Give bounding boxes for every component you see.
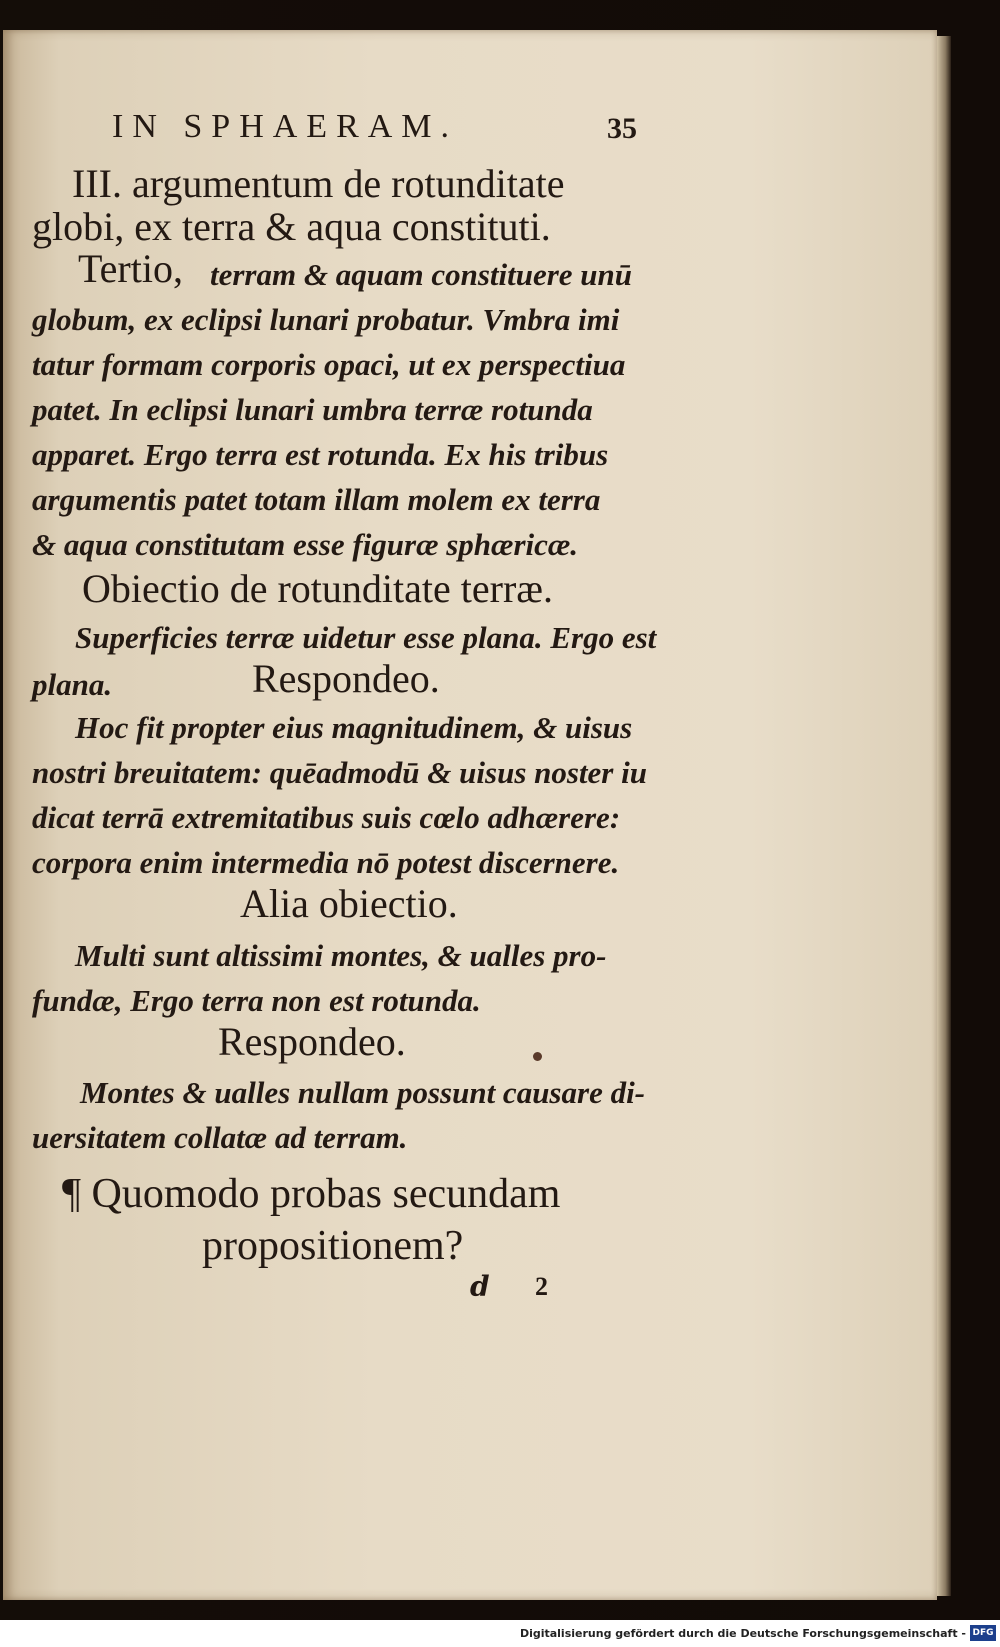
body-line: terram & aquam constituere unū: [210, 257, 633, 292]
objection-body-line: plana.: [32, 667, 113, 702]
body-line: globum, ex eclipsi lunari probatur. Vmbra imi: [32, 302, 620, 337]
ink-spot: [533, 1052, 542, 1061]
question-heading-line-2: propositionem?: [202, 1223, 464, 1269]
page-edge: [937, 36, 951, 1596]
footer-credit: Digitalisierung gefördert durch die Deutsche Forschungsgemeinschaft -: [519, 1627, 966, 1640]
respondeo-heading-2: Respondeo.: [218, 1019, 406, 1064]
objection-body-line: Superficies terræ uidetur esse plana. Ergo est: [75, 620, 657, 655]
argument-heading-line-2: globi, ex terra & aqua constituti.: [32, 204, 551, 249]
body-line: apparet. Ergo terra est rotunda. Ex his tribus: [32, 437, 609, 472]
objection-body-line: Multi sunt altissimi montes, & ualles pro-: [75, 938, 607, 973]
body-line: & aqua constitutam esse figuræ sphæricæ.: [32, 527, 579, 562]
objection-body-line: fundæ, Ergo terra non est rotunda.: [32, 983, 481, 1018]
respondeo-heading: Respondeo.: [252, 656, 440, 701]
body-line: tatur formam corporis opaci, ut ex perspectiua: [32, 347, 626, 382]
response-body-line: nostri breuitatem: quēadmodū & uisus noster iu: [32, 755, 647, 790]
tertio-word: Tertio,: [78, 246, 183, 291]
response-body-line: corpora enim intermedia nō potest discernere.: [32, 845, 620, 880]
response-body-line: Hoc fit propter eius magnitudinem, & uisus: [75, 710, 633, 745]
page-number: 35: [607, 112, 637, 145]
signature-number: 2: [535, 1272, 548, 1301]
dfg-logo-icon: DFG: [970, 1625, 996, 1641]
body-line: patet. In eclipsi lunari umbra terræ rotunda: [32, 392, 593, 427]
running-head: IN SPHAERAM.: [112, 108, 459, 145]
argument-heading-line-1: III. argumentum de rotunditate: [72, 161, 565, 206]
objection-heading: Obiectio de rotunditate terræ.: [82, 566, 553, 611]
response-body-line: dicat terrā extremitatibus suis cœlo adhærere:: [32, 800, 621, 835]
question-heading-line-1: ¶ Quomodo probas secundam: [62, 1171, 561, 1217]
body-line: argumentis patet totam illam molem ex terra: [32, 482, 601, 517]
objection-heading-2: Alia obiectio.: [240, 881, 458, 926]
response-body-line: Montes & ualles nullam possunt causare di-: [80, 1075, 646, 1110]
signature-mark: d: [470, 1270, 490, 1303]
footer-bar: [0, 1620, 1000, 1647]
response-body-line: uersitatem collatæ ad terram.: [32, 1120, 408, 1155]
